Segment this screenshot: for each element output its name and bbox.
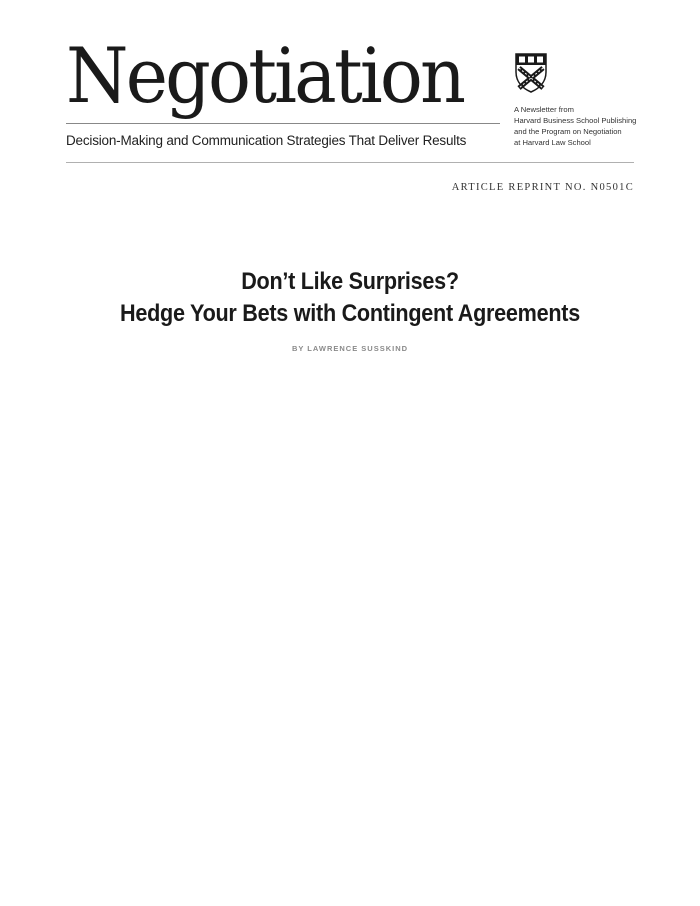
- header-divider: [66, 162, 634, 163]
- publisher-info: [514, 104, 644, 148]
- headline-line-2: Hedge Your Bets with Contingent Agreements: [120, 300, 580, 327]
- publisher-line: and the Program on Negotiation: [514, 127, 622, 136]
- reprint-number: ARTICLE REPRINT NO. N0501C: [451, 182, 634, 193]
- harvard-shield-icon: [514, 52, 548, 94]
- masthead-divider: [66, 123, 500, 124]
- publisher-line: at Harvard Law School: [514, 138, 591, 147]
- masthead-title: Negotiation: [66, 31, 464, 120]
- publisher-line: A Newsletter from: [514, 105, 574, 114]
- article-headline: [0, 266, 700, 330]
- masthead-tagline: Decision-Making and Communication Strategies That Deliver Results: [66, 133, 467, 148]
- publisher-line: Harvard Business School Publishing: [514, 116, 637, 125]
- headline-line-1: Don’t Like Surprises?: [241, 268, 459, 295]
- article-byline: BY LAWRENCE SUSSKIND: [291, 344, 409, 353]
